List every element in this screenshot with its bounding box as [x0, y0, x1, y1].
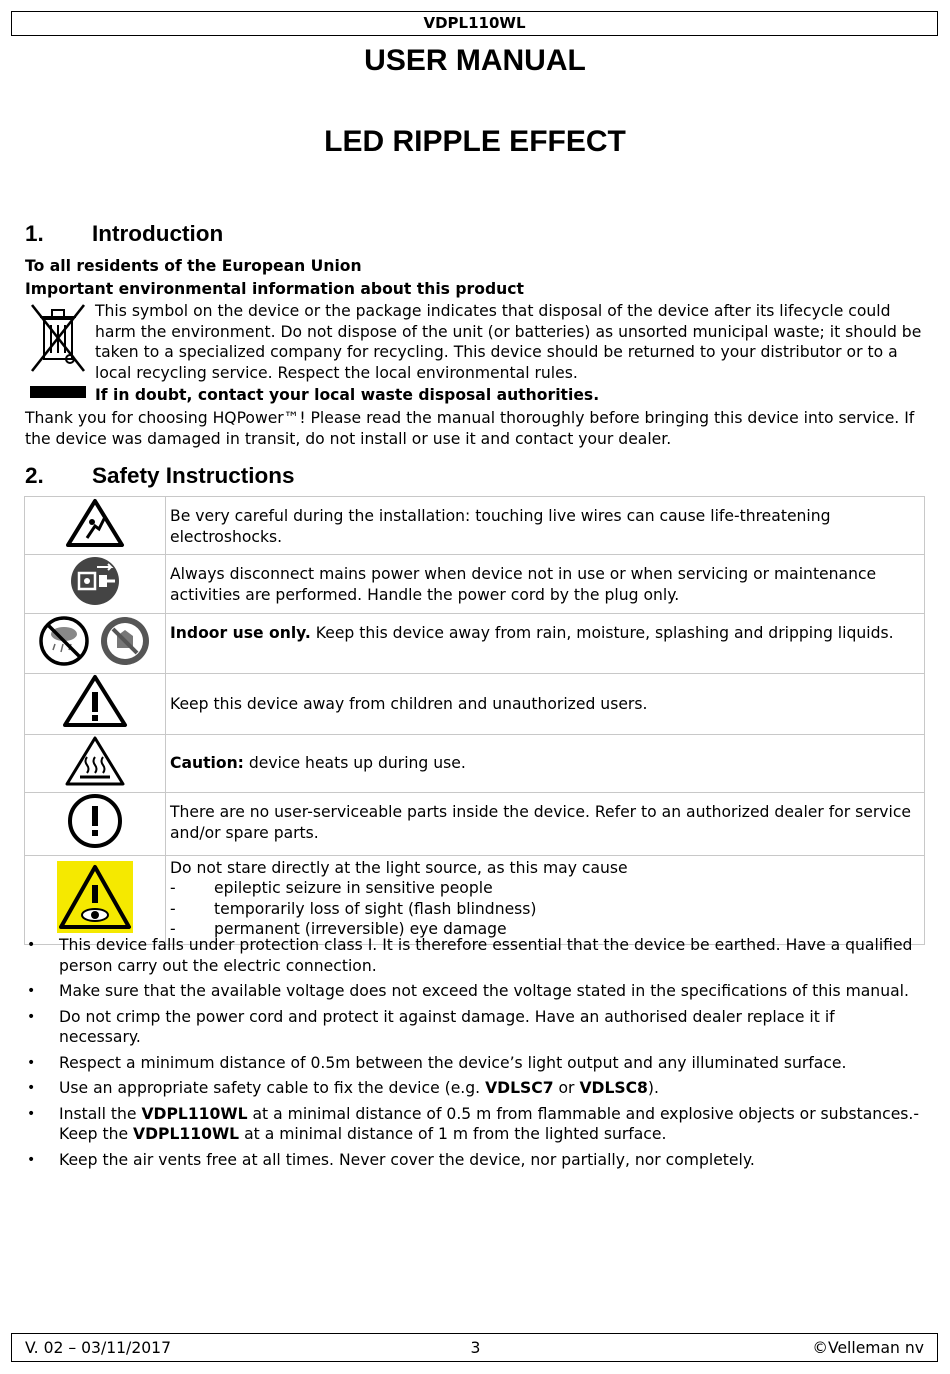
page-footer [11, 1333, 938, 1362]
electric-shock-warning-icon [65, 498, 125, 548]
bullet-bold-text: VDPL110WL [133, 1125, 240, 1143]
bullet-text: Respect a minimum distance of 0.5m between the device’s light output and any illuminated surface. [59, 1053, 847, 1072]
safety-text-cell: Always disconnect mains power when device not in use or when servicing or maintenance activities are performed. Handle the power cord by the plug only. [166, 555, 925, 614]
bullet-bold-text: VDLSC7 [485, 1079, 554, 1097]
bullet-bold-text: VDLSC8 [579, 1079, 648, 1097]
crossed-out-bin-icon [26, 301, 90, 377]
bullet-text: ). [647, 1079, 659, 1097]
bullet-text: at a minimal distance of 0.5 m from flammable and explosive objects or substances.-Keep the [59, 1104, 920, 1143]
safety-bullet-item [24, 1104, 919, 1145]
hazard-list-item: - permanent (irreversible) eye damage [170, 920, 507, 938]
safety-bullet-item [24, 935, 919, 976]
bullet-dot: • [27, 1008, 36, 1025]
safety-row [25, 613, 925, 674]
disconnect-mains-icon [69, 555, 121, 607]
weee-text: This symbol on the device or the package indicates that disposal of the device after its lifecycle could harm the environment. Do not dispose of the unit (or batteries) as unsorted municipal waste; it should be taken to a specialized company for recycling. This device should be returned to your distributor or to a local recycling service. Respect the local environmental rules. [95, 302, 922, 382]
doubt-text: If in doubt, contact your local waste disposal authorities. [95, 386, 600, 404]
safety-icon-cell [25, 793, 166, 856]
bullet-text: Use an appropriate safety cable to fix the device (e.g. [59, 1079, 486, 1097]
section-heading-introduction: 1. Introduction [25, 221, 224, 246]
bullet-dot: • [27, 1054, 36, 1071]
safety-bullet-item [24, 1053, 919, 1074]
bullet-dot: • [27, 1105, 36, 1122]
safety-row [25, 793, 925, 856]
bullet-bold-text: VDPL110WL [141, 1104, 248, 1123]
weee-bar [30, 386, 86, 398]
safety-bullet-item [24, 1078, 919, 1099]
hazard-list-item: - epileptic seizure in sensitive people [170, 879, 493, 897]
section-heading-safety: 2. Safety Instructions [25, 463, 295, 488]
environment-heading: Important environmental information about this product [25, 280, 524, 298]
bullet-text: Install the [59, 1104, 142, 1123]
bullet-dot: • [27, 1080, 36, 1096]
safety-row [25, 555, 925, 614]
general-warning-icon [62, 674, 128, 728]
safety-row [25, 734, 925, 793]
residents-line: To all residents of the European Union [25, 257, 362, 275]
page-header [11, 11, 938, 36]
safety-bullet-list [24, 935, 919, 1175]
safety-text-cell: Do not stare directly at the light source, as this may cause - epileptic seizure in sensitive people - temporarily loss of sight (flash blindness) - permanent (irreversible) eye damage [166, 855, 925, 944]
page-subtitle: LED RIPPLE EFFECT [324, 125, 626, 158]
eye-hazard-icon [55, 859, 135, 935]
safety-text-cell: Keep this device away from children and unauthorized users. [166, 674, 925, 735]
safety-text-cell: Indoor use only. Keep this device away from rain, moisture, splashing and dripping liquids. [166, 613, 925, 674]
hot-surface-icon [64, 735, 126, 787]
bullet-text: Do not crimp the power cord and protect it against damage. Have an authorised dealer replace it if necessary. [59, 1007, 835, 1046]
safety-bullet-item [24, 1007, 919, 1048]
exclamation-circle-icon [67, 793, 123, 849]
bullet-text: at a minimal distance of 1 m from the lighted surface. [239, 1125, 667, 1143]
safety-icon-cell [25, 855, 166, 944]
bullet-dot: • [27, 1151, 36, 1168]
safety-text-cell: There are no user-serviceable parts inside the device. Refer to an authorized dealer for service and/or spare parts. [166, 793, 925, 856]
safety-icon-cell [25, 674, 166, 735]
safety-bullet-item [24, 981, 919, 1002]
safety-row [25, 497, 925, 555]
safety-icon-cell [25, 497, 166, 555]
bullet-text: Keep the air vents free at all times. Never cover the device, nor partially, nor completely. [59, 1150, 755, 1169]
safety-table [24, 496, 925, 945]
footer-page-number: 3 [470, 1339, 481, 1357]
no-rain-no-moisture-icon [37, 614, 153, 668]
safety-text-cell: Caution: device heats up during use. [166, 734, 925, 793]
bullet-dot: • [27, 983, 36, 999]
safety-row [25, 855, 925, 944]
bullet-text: or [553, 1079, 580, 1097]
footer-version: V. 02 – 03/11/2017 [25, 1339, 172, 1357]
safety-row [25, 674, 925, 735]
safety-icon-cell [25, 613, 166, 674]
bullet-dot: • [27, 937, 36, 953]
safety-icon-cell [25, 555, 166, 614]
bullet-text: This device falls under protection class I. It is therefore essential that the device be earthed. Have a qualified person carry out the electric connection. [59, 936, 913, 975]
hazard-list-item: - temporarily loss of sight (flash blindness) [170, 899, 537, 918]
safety-bullet-item [24, 1150, 919, 1171]
bullet-text: Make sure that the available voltage does not exceed the voltage stated in the specifications of this manual. [59, 982, 909, 1000]
page-title: USER MANUAL [364, 44, 586, 77]
safety-text-cell: Be very careful during the installation: touching live wires can cause life-threatening electroshocks. [166, 497, 925, 555]
footer-copyright: ©Velleman nv [812, 1339, 924, 1357]
safety-icon-cell [25, 734, 166, 793]
thanks-text: Thank you for choosing HQPower™! Please read the manual thoroughly before bringing this device into service. If the device was damaged in transit, do not install or use it and contact your dealer. [25, 409, 915, 448]
header-model: VDPL110WL [423, 14, 526, 32]
